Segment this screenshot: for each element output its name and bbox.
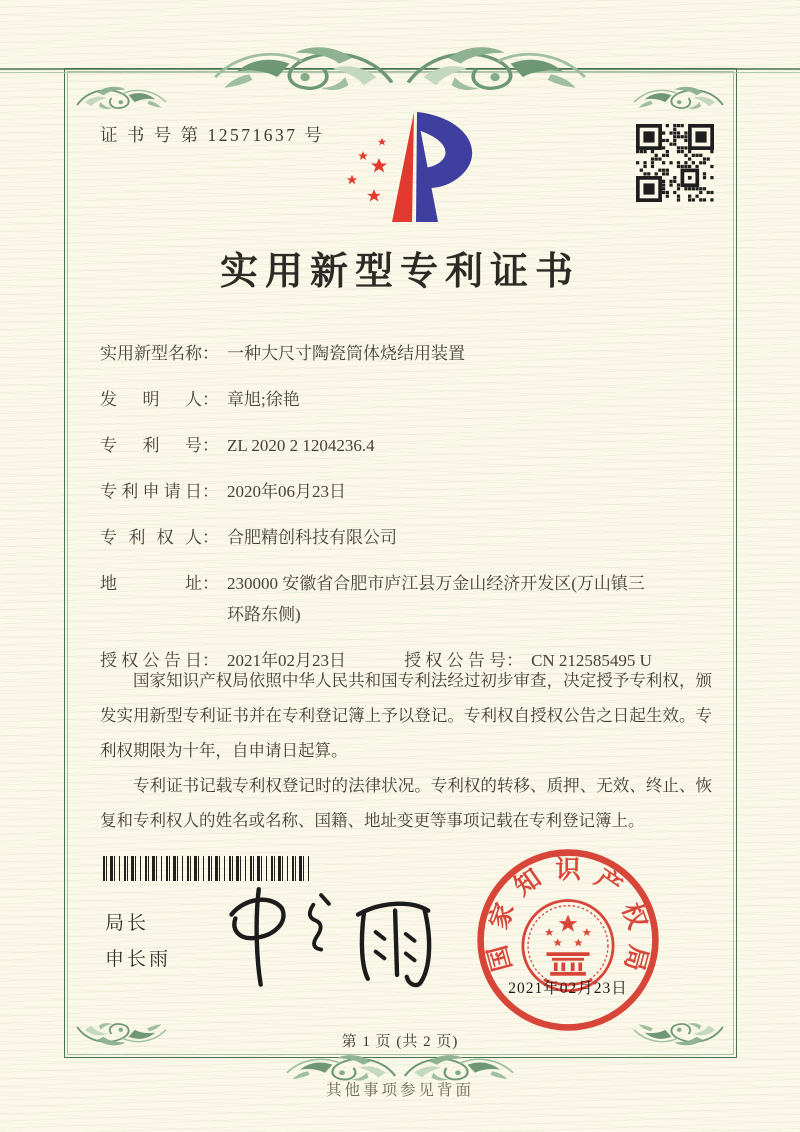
field-label: 专利申请日 — [100, 482, 202, 501]
field-value: 230000 安徽省合肥市庐江县万金山经济开发区(万山镇三环路东侧) — [227, 574, 645, 624]
field-list — [100, 338, 652, 676]
field-patent-number: 专利号 ： ZL 2020 2 1204236.4 — [100, 430, 648, 461]
legal-text — [100, 663, 712, 838]
field-address: 地址 ： 230000 安徽省合肥市庐江县万金山经济开发区(万山镇三环路东侧) — [100, 568, 648, 630]
field-utility-model-name: 实用新型名称 ： 一种大尺寸陶瓷筒体烧结用装置 — [100, 338, 648, 369]
official-seal — [474, 846, 662, 1034]
field-grant-date: 授权公告日 ： 2021年02月23日 — [100, 645, 342, 676]
field-value: CN 212585495 U — [531, 651, 652, 670]
commissioner-name: 申长雨 — [105, 949, 172, 970]
seal-char: 产 — [589, 863, 627, 902]
seal-char: 知 — [509, 863, 547, 902]
field-grant-number: 授权公告号 ： CN 212585495 U — [404, 645, 648, 676]
seal-char: 局 — [618, 942, 653, 975]
handwritten-signature — [212, 874, 436, 994]
field-label: 专利号 — [100, 436, 202, 455]
seal-char: 家 — [484, 899, 520, 933]
field-label: 专利权人 — [100, 528, 202, 547]
field-value: ZL 2020 2 1204236.4 — [227, 436, 375, 455]
legal-paragraph-1: 国家知识产权局依照中华人民共和国专利法经过初步审查，决定授予专利权，颁发实用新型专利证书并在专利登记簿上予以登记。专利权自授权公告之日起生效。专利权期限为十年，自申请日起算。 — [100, 671, 712, 760]
back-side-note: 其他事项参见背面 — [325, 1082, 474, 1099]
page-number: 第 1 页 (共 2 页) — [341, 1034, 459, 1050]
cnipa-logo-icon — [330, 108, 512, 228]
field-value: 章旭;徐艳 — [227, 390, 300, 409]
field-label: 地址 — [100, 574, 202, 593]
field-value: 2021年02月23日 — [227, 651, 346, 670]
field-inventor: 发明人 ： 章旭;徐艳 — [100, 384, 648, 415]
qr-code — [636, 124, 714, 202]
field-label: 授权公告号 — [404, 651, 507, 670]
seal-char: 识 — [555, 855, 581, 884]
commissioner-title: 局长 — [105, 913, 150, 934]
seal-date: 2021年02月23日 — [508, 980, 628, 997]
seal-char: 国 — [483, 942, 518, 975]
field-filing-date: 专利申请日 ： 2020年06月23日 — [100, 476, 648, 507]
legal-paragraph-2: 专利证书记载专利权登记时的法律状况。专利权的转移、质押、无效、终止、恢复和专利权人的姓名或名称、国籍、地址变更等事项记载在专利登记簿上。 — [100, 776, 712, 830]
field-value: 合肥精创科技有限公司 — [227, 528, 397, 547]
field-label: 发明人 — [100, 390, 202, 409]
field-patentee: 专利权人 ： 合肥精创科技有限公司 — [100, 522, 648, 553]
seal-char: 权 — [616, 899, 652, 933]
certificate-number: 证 书 号 第 12571637 号 — [100, 125, 325, 145]
field-label: 实用新型名称 — [100, 344, 202, 363]
field-value: 2020年06月23日 — [227, 482, 346, 501]
page-title: 实用新型专利证书 — [219, 251, 580, 293]
field-value: 一种大尺寸陶瓷筒体烧结用装置 — [227, 344, 465, 363]
field-label: 授权公告日 — [100, 651, 202, 670]
